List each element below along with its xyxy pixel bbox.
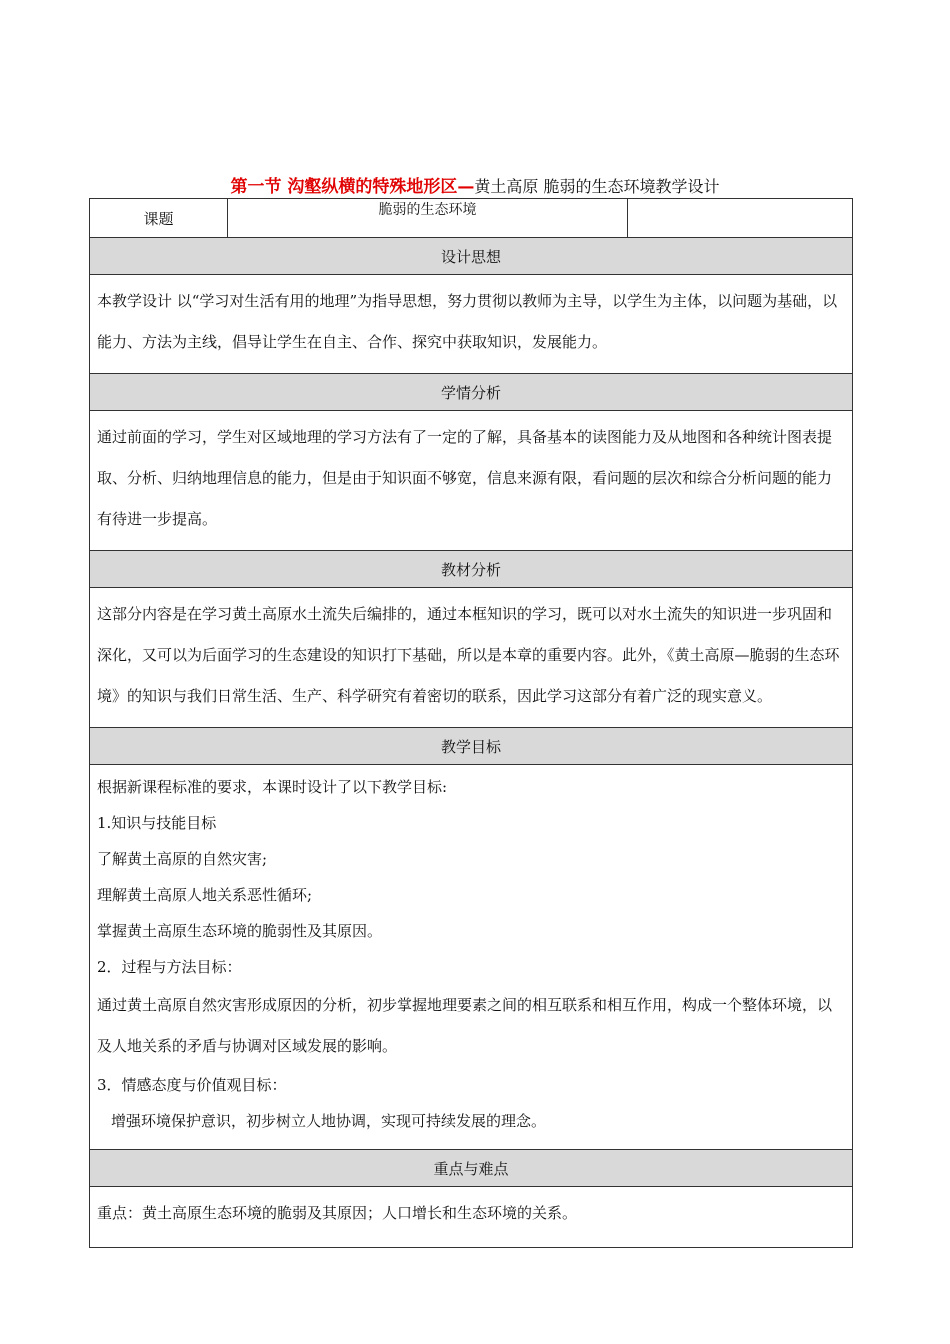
- goals-intro: 根据新课程标准的要求，本课时设计了以下教学目标:: [97, 778, 448, 796]
- section-header-design: 设计思想: [90, 238, 853, 275]
- topic-empty-cell: [628, 199, 853, 238]
- document-title: [0, 176, 950, 198]
- section-body-goals: [90, 765, 853, 1150]
- goal-3-title: 3．情感态度与价值观目标：: [97, 1076, 287, 1094]
- goal-2-text: 通过黄土高原自然灾害形成原因的分析，初步掌握地理要素之间的相互联系和相互作用，构成一个整体环境，以及人地关系的矛盾与协调对区域发展的影响。: [97, 996, 833, 1055]
- section-header-keypoints: 重点与难点: [90, 1150, 853, 1187]
- goal-2-title: 2．过程与方法目标：: [97, 958, 242, 976]
- section-header-material: 教材分析: [90, 551, 853, 588]
- goal-1-title: 1.知识与技能目标: [97, 814, 217, 832]
- section-body-design: 本教学设计 以“学习对生活有用的地理”为指导思想，努力贯彻以教师为主导，以学生为主体，以问题为基础，以能力、方法为主线，倡导让学生在自主、合作、探究中获取知识，发展能力。: [90, 275, 853, 374]
- section-body-students: 通过前面的学习，学生对区域地理的学习方法有了一定的了解，具备基本的读图能力及从地图和各种统计图表提取、分析、归纳地理信息的能力，但是由于知识面不够宽，信息来源有限，看问题的层次和综合分析问题的能力有待进一步提高。: [90, 411, 853, 551]
- goal-1-item: 理解黄土高原人地关系恶性循环;: [97, 886, 313, 904]
- goal-3-text: 增强环境保护意识，初步树立人地协调，实现可持续发展的理念。: [111, 1112, 547, 1130]
- goal-1-item: 掌握黄土高原生态环境的脆弱性及其原因。: [97, 922, 383, 940]
- section-body-material: 这部分内容是在学习黄土高原水土流失后编排的，通过本框知识的学习，既可以对水土流失的知识进一步巩固和深化，又可以为后面学习的生态建设的知识打下基础，所以是本章的重要内容。此外，《黄土高原—脆弱的生态环境》的知识与我们日常生活、生产、科学研究有着密切的联系，因此学习这部分有着广泛的现实意义。: [90, 588, 853, 728]
- title-red-part: 第一节 沟壑纵横的特殊地形区—: [230, 177, 475, 197]
- section-header-goals: 教学目标: [90, 728, 853, 765]
- topic-value: 脆弱的生态环境: [228, 199, 628, 238]
- section-body-keypoints: 重点：黄土高原生态环境的脆弱及其原因；人口增长和生态环境的关系。: [90, 1187, 853, 1248]
- title-black-part: 黄土高原 脆弱的生态环境教学设计: [474, 177, 720, 196]
- goal-1-item: 了解黄土高原的自然灾害;: [97, 850, 268, 868]
- section-header-students: 学情分析: [90, 374, 853, 411]
- lesson-plan-table: [89, 198, 853, 1248]
- topic-row: [90, 199, 853, 238]
- topic-label: 课题: [90, 199, 228, 238]
